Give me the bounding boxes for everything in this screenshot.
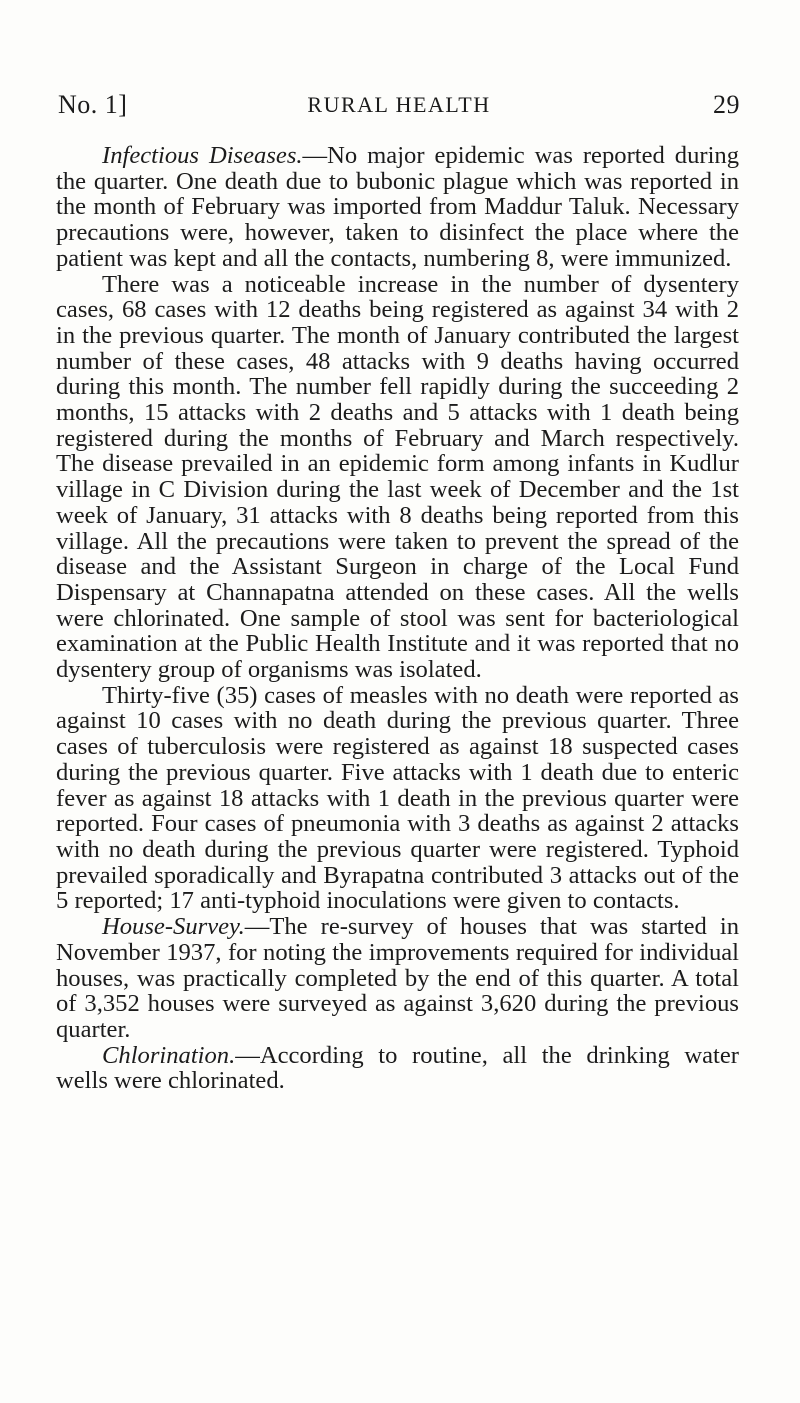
paragraph-lead: House-Survey.	[102, 913, 245, 941]
paragraph-text: —The re-survey of houses that was started in November 1937, for noting the improvements required for individual houses, was practically completed by the end of this quarter. A total of 3,352 houses were surveyed as against 3,620 during the previous quarter.	[56, 913, 739, 1043]
running-header	[58, 90, 740, 130]
section-title: RURAL HEALTH	[307, 92, 491, 117]
paragraph-chlorination	[56, 1043, 739, 1094]
paragraph-text: —No major epidemic was reported during the quarter. One death due to bubonic plague which was reported in the month of February was imported from Maddur Taluk. Necessary precautions were, however, taken to disinfect the place where the patient was kept and all the contacts, numbering 8, were immunized.	[56, 142, 739, 272]
paragraph-dysentery	[56, 272, 739, 683]
journal-number: No. 1]	[58, 90, 128, 119]
page-number: 29	[713, 90, 740, 119]
paragraph-lead: Chlorination.	[102, 1041, 236, 1069]
paragraph-text: There was a noticeable increase in the number of dysentery cases, 68 cases with 12 deaths being registered as against 34 with 2 in the previous quarter. The month of January contributed the largest number of these cases, 48 attacks with 9 deaths having occurred during this month. The number fell rapidly during the succeeding 2 months, 15 attacks with 2 deaths and 5 attacks with 1 death being registered during the months of February and March respectively. The disease prevailed in an epidemic form among infants in Kudlur village in C Division during the last week of December and the 1st week of January, 31 attacks with 8 deaths being reported from this village. All the precautions were taken to prevent the spread of the disease and the Assistant Surgeon in charge of the Local Fund Dispensary at Channapatna attended on these cases. All the wells were chlorinated. One sample of stool was sent for bacteriological examination at the Public Health Institute and it was reported that no dysentery group of organisms was isolated.	[56, 270, 739, 684]
body-text	[56, 143, 739, 1094]
paragraph-text: Thirty-five (35) cases of measles with no death were reported as against 10 cases with no death during the previous quarter. Three cases of tuberculosis were registered as against 18 suspected cases during the previous quarter. Five attacks with 1 death due to enteric fever as against 18 attacks with 1 death in the previous quarter were reported. Four cases of pneumonia with 3 deaths as against 2 attacks with no death during the previous quarter were registered. Typhoid prevailed sporadically and Byrapatna contributed 3 attacks out of the 5 reported; 17 anti-typhoid inoculations were given to contacts.	[56, 681, 739, 915]
paragraph-lead: Infectious Diseases.	[102, 142, 303, 169]
paragraph-house-survey	[56, 914, 739, 1043]
paragraph-other-diseases	[56, 683, 739, 914]
paragraph-infectious-diseases	[56, 143, 739, 272]
paragraph-text: —According to routine, all the drinking water wells were chlorinated.	[56, 1041, 739, 1095]
